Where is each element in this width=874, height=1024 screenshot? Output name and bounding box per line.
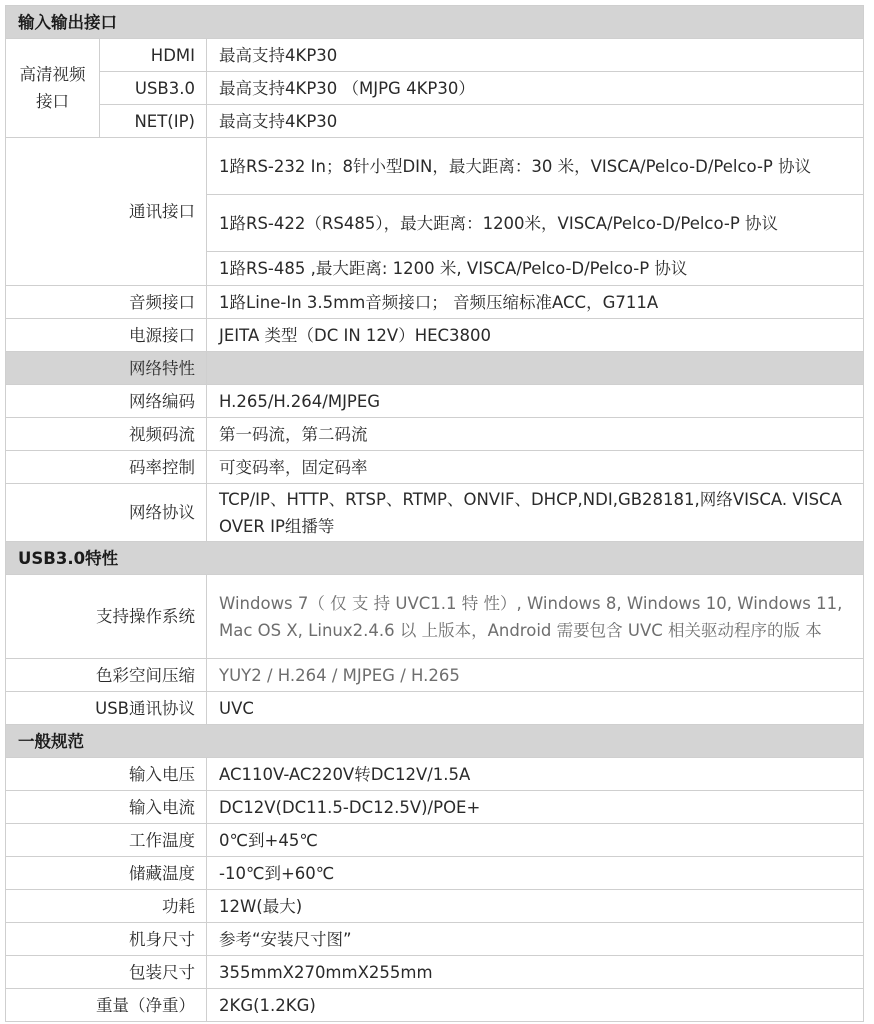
row-label: NET(IP) xyxy=(100,105,207,138)
row-value: UVC xyxy=(207,692,864,725)
spec-row-body-size xyxy=(6,923,864,956)
row-value: YUY2 / H.264 / MJPEG / H.265 xyxy=(207,659,864,692)
row-label: 输入电流 xyxy=(6,791,207,824)
row-value: 最高支持4KP30 xyxy=(207,105,864,138)
spec-row-net-protocol xyxy=(6,484,864,542)
spec-row-video-stream xyxy=(6,418,864,451)
section-title-usb: USB3.0特性 xyxy=(6,542,864,575)
row-label: 码率控制 xyxy=(6,451,207,484)
row-label: 电源接口 xyxy=(6,319,207,352)
row-label: 机身尺寸 xyxy=(6,923,207,956)
row-label: USB3.0 xyxy=(100,72,207,105)
spec-row-net-encode xyxy=(6,385,864,418)
row-value: AC110V-AC220V转DC12V/1.5A xyxy=(207,758,864,791)
row-value: 可变码率，固定码率 xyxy=(207,451,864,484)
row-value: H.265/H.264/MJPEG xyxy=(207,385,864,418)
row-label: 支持操作系统 xyxy=(6,575,207,659)
spec-row-input-voltage xyxy=(6,758,864,791)
spec-row-os xyxy=(6,575,864,659)
row-label: 色彩空间压缩 xyxy=(6,659,207,692)
spec-row-audio xyxy=(6,286,864,319)
section-title-io: 输入输出接口 xyxy=(6,6,864,39)
spec-row-input-current xyxy=(6,791,864,824)
section-header-general xyxy=(6,725,864,758)
spec-row-bitrate xyxy=(6,451,864,484)
section-header-usb xyxy=(6,542,864,575)
section-header-blank xyxy=(207,352,864,385)
row-value: JEITA 类型（DC IN 12V）HEC3800 xyxy=(207,319,864,352)
spec-row-net xyxy=(6,105,864,138)
row-label: 视频码流 xyxy=(6,418,207,451)
row-value: Windows 7（ 仅 支 持 UVC1.1 特 性）, Windows 8, Windows 10, Windows 11, Mac OS X, Linux2.4.6 以 上版本，Android 需要包含 UVC 相关驱动程序的版 本 xyxy=(207,575,864,659)
row-value: 参考“安装尺寸图” xyxy=(207,923,864,956)
row-label: 网络编码 xyxy=(6,385,207,418)
row-value: 0℃到+45℃ xyxy=(207,824,864,857)
spec-row-package-size xyxy=(6,956,864,989)
row-label: HDMI xyxy=(100,39,207,72)
row-label: 功耗 xyxy=(6,890,207,923)
row-value: TCP/IP、HTTP、RTSP、RTMP、ONVIF、DHCP,NDI,GB28181,网络VISCA. VISCA OVER IP组播等 xyxy=(207,484,864,542)
row-label: 重量（净重） xyxy=(6,989,207,1022)
row-label: 通讯接口 xyxy=(6,138,207,286)
spec-row-hdmi xyxy=(6,39,864,72)
spec-row-usb30 xyxy=(6,72,864,105)
spec-row-power-cons xyxy=(6,890,864,923)
row-value: 最高支持4KP30 xyxy=(207,39,864,72)
row-value: 355mmX270mmX255mm xyxy=(207,956,864,989)
spec-table xyxy=(5,5,864,1022)
section-header-io xyxy=(6,6,864,39)
row-value: 1路RS-485 ,最大距离: 1200 米, VISCA/Pelco-D/Pelco-P 协议 xyxy=(207,252,864,286)
row-label: 工作温度 xyxy=(6,824,207,857)
row-label: 包装尺寸 xyxy=(6,956,207,989)
row-value: 1路RS-232 In；8针小型DIN，最大距离：30 米，VISCA/Pelco-D/Pelco-P 协议 xyxy=(207,138,864,195)
section-header-network xyxy=(6,352,864,385)
row-value: 1路Line-In 3.5mm音频接口； 音频压缩标准ACC，G711A xyxy=(207,286,864,319)
spec-row-weight xyxy=(6,989,864,1022)
section-title-network: 网络特性 xyxy=(6,352,207,385)
spec-row-usb-protocol xyxy=(6,692,864,725)
row-label: 输入电压 xyxy=(6,758,207,791)
row-value: 最高支持4KP30 （MJPG 4KP30） xyxy=(207,72,864,105)
section-title-general: 一般规范 xyxy=(6,725,864,758)
spec-row-power xyxy=(6,319,864,352)
spec-row-comm-1 xyxy=(6,138,864,195)
row-value: -10℃到+60℃ xyxy=(207,857,864,890)
group-label-hd: 高清视频接口 xyxy=(6,39,100,138)
row-value: 2KG(1.2KG) xyxy=(207,989,864,1022)
row-label: 网络协议 xyxy=(6,484,207,542)
row-label: 储藏温度 xyxy=(6,857,207,890)
spec-row-work-temp xyxy=(6,824,864,857)
row-value: DC12V(DC11.5-DC12.5V)/POE+ xyxy=(207,791,864,824)
row-value: 12W(最大) xyxy=(207,890,864,923)
row-label: 音频接口 xyxy=(6,286,207,319)
row-label: USB通讯协议 xyxy=(6,692,207,725)
spec-row-color-comp xyxy=(6,659,864,692)
spec-row-storage-temp xyxy=(6,857,864,890)
row-value: 第一码流，第二码流 xyxy=(207,418,864,451)
row-value: 1路RS-422（RS485），最大距离：1200米，VISCA/Pelco-D/Pelco-P 协议 xyxy=(207,195,864,252)
